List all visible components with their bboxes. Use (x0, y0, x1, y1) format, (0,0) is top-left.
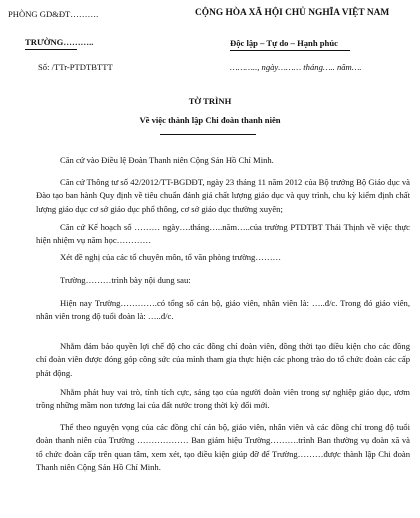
paragraph-6: Hiện nay Trường………….có tổng số cán bộ, giáo viên, nhân viên là: …..đ/c. Trong đó giáo viên, nhân viên trong độ tuổi đoàn là: …..đ/c. (36, 298, 410, 322)
paragraph-9: Thể theo nguyện vọng của các đồng chí cán bộ, giáo viên, nhân viên và các đồng chí trong độ tuổi đoàn thanh niên của Trường ……………… Ban giám hiệu Trường……….trình Ban thường vụ đoàn xã và tổ chức đoàn cấp trên quan tâm, xem xét, tạo điều kiện giúp đỡ để Trường………được thành lập Chi đoàn Thanh niên Cộng Sản Hồ Chí Minh. (36, 422, 410, 473)
paragraph-4: Xét đề nghị của các tổ chuyên môn, tổ văn phòng trường……… (60, 252, 282, 262)
paragraph-2: Căn cứ Thông tư số 42/2012/TT-BGDĐT, ngày 23 tháng 11 năm 2012 của Bộ trưởng Bộ Giáo dục và Đào tạo ban hành Quy định về tiêu chuẩn đánh giá chất lượng giáo dục và quy trình, chu kỳ kiểm định chất lượng giáo dục cơ sở giáo dục phổ thông, cơ sở giáo dục thường xuyên; (36, 177, 410, 214)
date-line: ……….., ngày……… tháng….. năm…. (230, 62, 362, 72)
document-subject: Về việc thành lập Chi đoàn thanh niên (139, 115, 281, 125)
school-line: TRƯỜNG……….. (25, 37, 94, 47)
national-motto: Độc lập – Tự do – Hạnh phúc (230, 38, 338, 48)
motto-underline (230, 50, 350, 51)
paragraph-1: Căn cứ vào Điều lệ Đoàn Thanh niên Cộng Sản Hồ Chí Minh. (60, 155, 274, 165)
paragraph-8: Nhằm phát huy vai trò, tính tích cực, sáng tạo của người đoàn viên trong sự nghiệp giáo dục, ươm trồng những mầm non tương lai của đất nước trong thời kỳ đổi mới. (36, 387, 410, 411)
paragraph-7: Nhằm đảm bảo quyền lợi chế độ cho các đồng chí đoàn viên, đồng thời tạo điều kiện cho các đồng chí đoàn viên được đóng góp công sức của mình tham gia thực hiện các phong trào do tổ chức đoàn các cấp phát động. (36, 341, 410, 378)
title-underline (160, 134, 256, 135)
paragraph-3: Căn cứ Kế hoạch số ……… ngày….tháng…..năm…..của trường PTDTBT Thái Thịnh về việc thực hiện nhiệm vụ năm học………… (36, 222, 410, 246)
school-underline (25, 49, 77, 50)
department-line: PHÒNG GD&ĐT………. (8, 9, 99, 19)
country-name: CỘNG HÒA XÃ HỘI CHỦ NGHĨA VIỆT NAM (195, 8, 390, 18)
document-title: TỜ TRÌNH (188, 96, 232, 106)
document-number: Số: /TTr-PTDTBTTT (38, 62, 113, 72)
paragraph-5: Trường………trình bày nội dung sau: (60, 275, 191, 285)
